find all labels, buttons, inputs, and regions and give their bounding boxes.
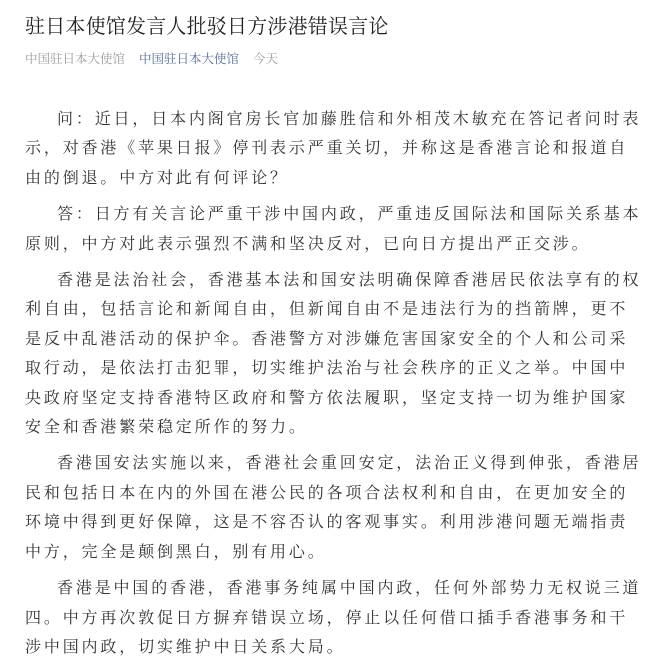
paragraph-security-law: 香港国安法实施以来，香港社会重回安定，法治正义得到伸张，香港居民和包括日本在内的外国在港公民的各项合法权利和自由，在更加安全的环境中得到更好保障，这是不容否认的客观事实。利用涉港问题无端指责中方，完全是颠倒黑白，别有用心。	[25, 453, 642, 561]
paragraph-question: 问：近日，日本内阁官房长官加藤胜信和外相茂木敏充在答记者问时表示，对香港《苹果日报》停刊表示严重关切，并称这是香港言论和报道自由的倒退。中方对此有何评论？	[25, 109, 642, 187]
article-meta	[25, 49, 645, 69]
account-link[interactable]: 中国驻日本大使馆	[139, 51, 240, 66]
article-title: 驻日本使馆发言人批驳日方涉港错误言论	[25, 14, 389, 38]
article	[25, 0, 645, 668]
author-name: 中国驻日本大使馆	[25, 51, 126, 66]
paragraph-rule-of-law: 香港是法治社会，香港基本法和国安法明确保障香港居民依法享有的权利自由，包括言论和新闻自由，但新闻自由不是违法行为的挡箭牌，更不是反中乱港活动的保护伞。香港警方对涉嫌危害国家安全的个人和公司采取行动，是依法打击犯罪，切实维护法治与社会秩序的正义之举。中国中央政府坚定支持香港特区政府和警方依法履职，坚定支持一切为维护国家安全和香港繁荣稳定所作的努力。	[25, 270, 642, 437]
publish-date: 今天	[253, 51, 279, 66]
paragraph-conclusion: 香港是中国的香港，香港事务纯属中国内政，任何外部势力无权说三道四。中方再次敦促日方摒弃错误立场，停止以任何借口插手香港事务和干涉中国内政，切实维护中日关系大局。	[25, 578, 642, 656]
article-content	[25, 104, 645, 661]
paragraph-answer: 答：日方有关言论严重干涉中国内政，严重违反国际法和国际关系基本原则，中方对此表示强烈不满和坚决反对，已向日方提出严正交涉。	[25, 204, 642, 253]
